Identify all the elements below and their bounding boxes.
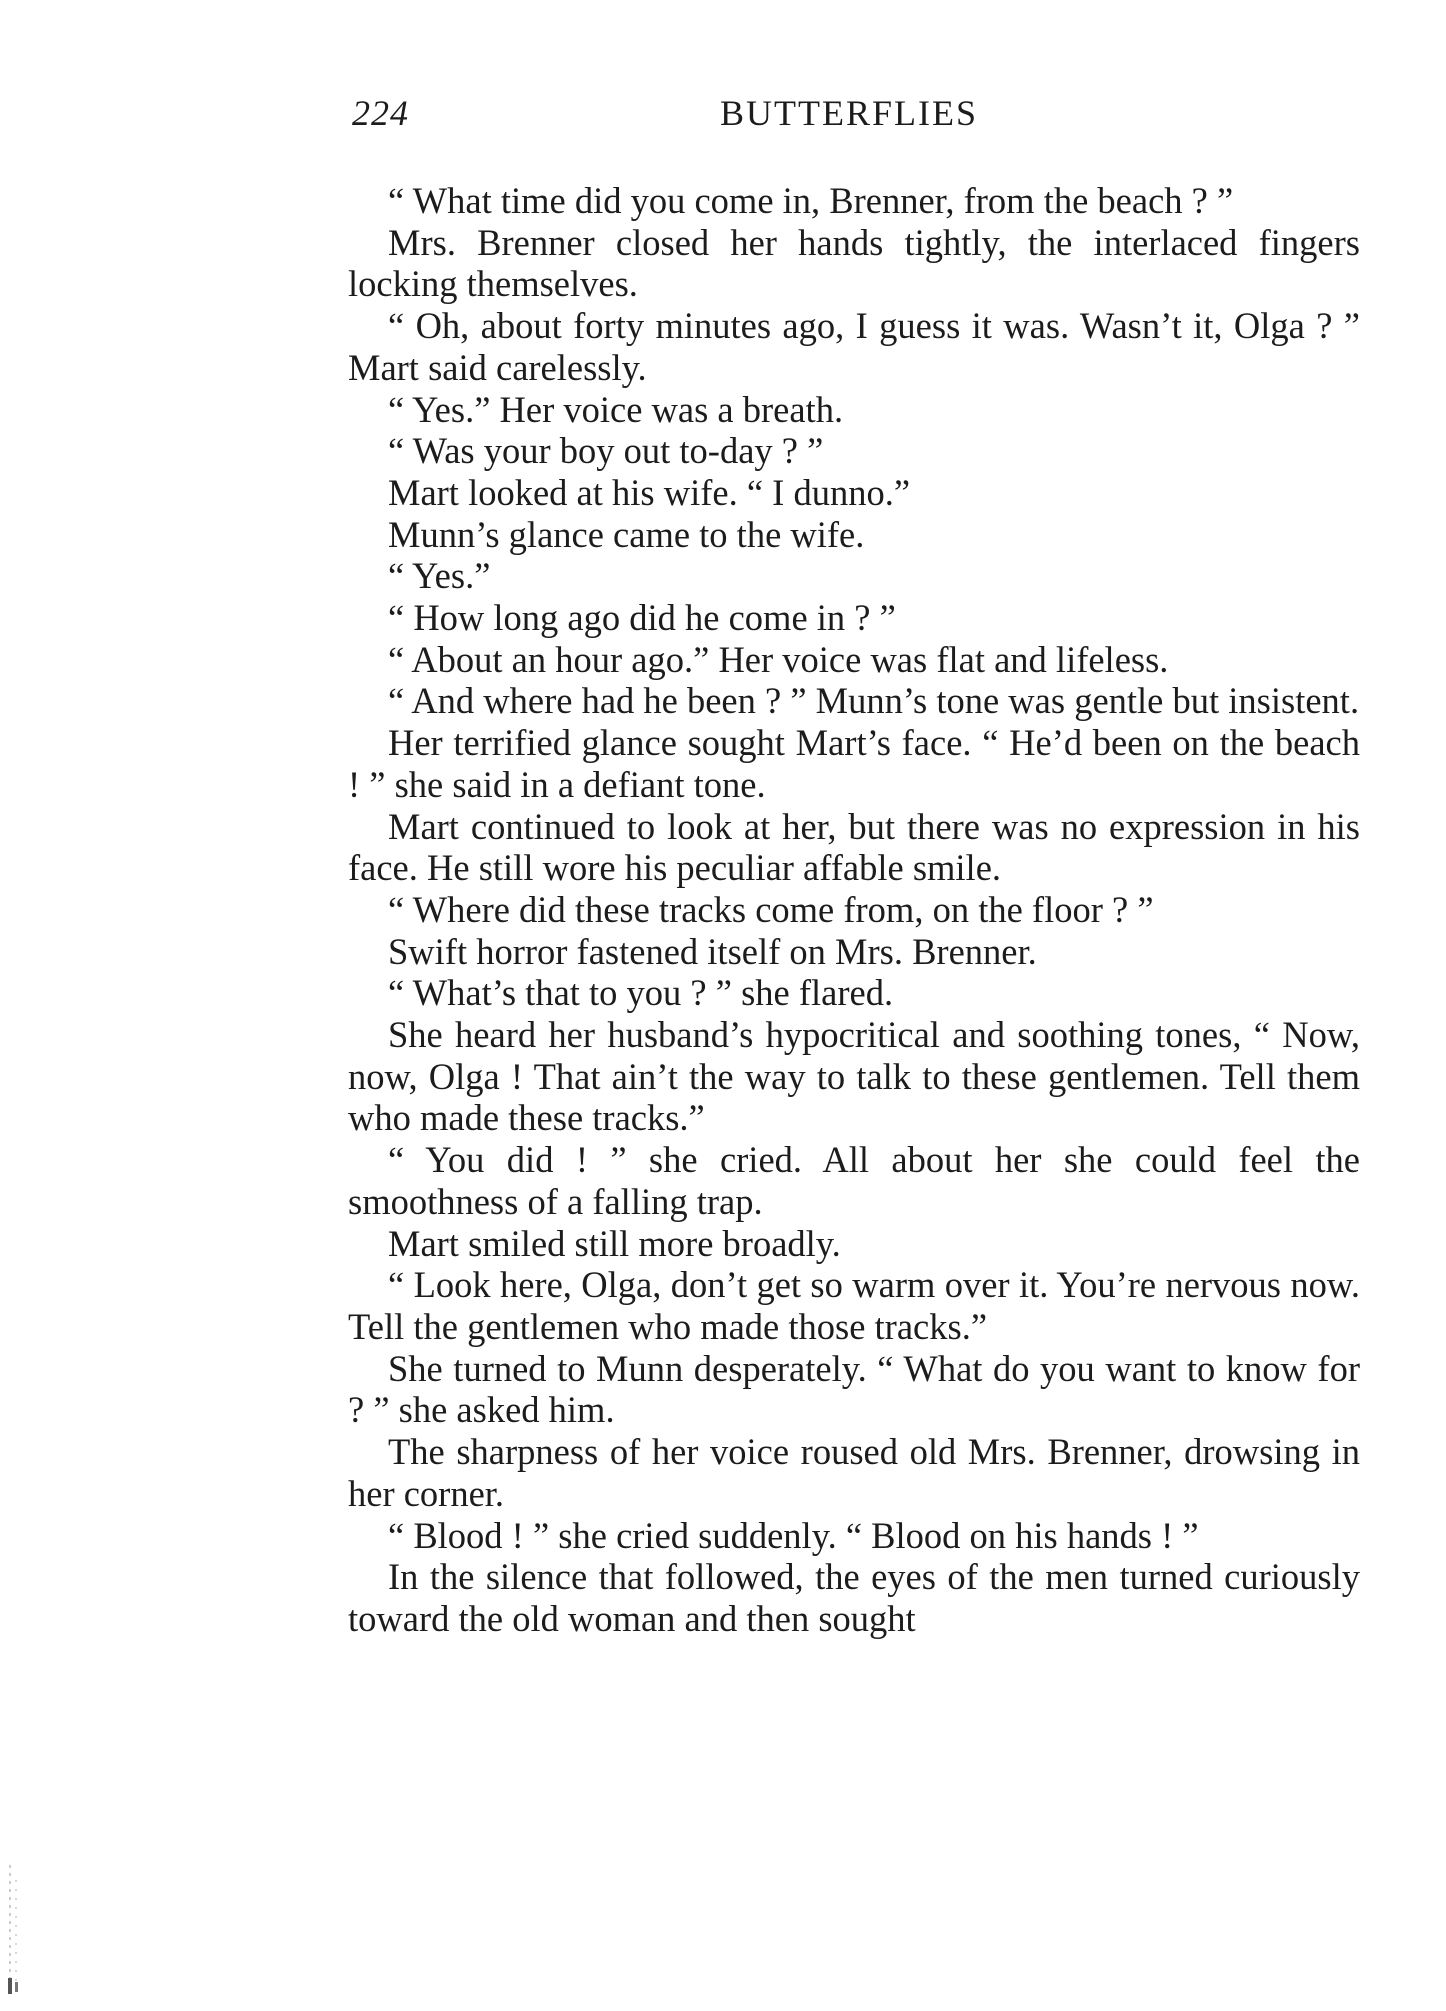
paragraph: Mart continued to look at her, but there was no expression in his face. He still wore his peculiar affable smile. — [348, 805, 1360, 889]
page-header — [352, 92, 1362, 152]
paragraph: “ Blood ! ” she cried suddenly. “ Blood on his hands ! ” — [388, 1514, 1199, 1556]
paragraph: “ Where did these tracks come from, on the floor ? ” — [388, 888, 1154, 930]
paragraph: The sharpness of her voice roused old Mrs. Brenner, drowsing in her corner. — [348, 1431, 1360, 1514]
paragraph: “ And where had he been ? ” Munn’s tone was gentle but insistent. — [388, 680, 1360, 722]
paragraph: Mart looked at his wife. “ I dunno.” — [388, 471, 911, 513]
paragraph: “ What time did you come in, Brenner, from the beach ? ” — [388, 180, 1234, 221]
paragraph: Swift horror fastened itself on Mrs. Brenner. — [388, 930, 1037, 972]
paragraph: “ Oh, about forty minutes ago, I guess it was. Wasn’t it, Olga ? ” Mart said carelessly. — [348, 305, 1360, 388]
scan-edge-marks — [6, 1860, 26, 2000]
paragraph: Mrs. Brenner closed her hands tightly, the interlaced fingers locking themselves. — [348, 221, 1360, 305]
page-number: 224 — [352, 93, 409, 133]
paragraph: She turned to Munn desperately. “ What do you want to know for ? ” she asked him. — [348, 1347, 1360, 1431]
paragraph: “ What’s that to you ? ” she flared. — [388, 972, 894, 1014]
paragraph: In the silence that followed, the eyes of the men turned curiously toward the old woman and then sought — [348, 1556, 1360, 1639]
running-head: BUTTERFLIES — [720, 93, 979, 133]
paragraph: “ About an hour ago.” Her voice was flat and lifeless. — [388, 638, 1169, 680]
paragraph: She heard her husband’s hypocritical and soothing tones, “ Now, now, Olga ! That ain’t the way to talk to these gentlemen. Tell them who made these tracks.” — [348, 1014, 1360, 1139]
paragraph: Munn’s glance came to the wife. — [388, 513, 865, 555]
body-text — [348, 180, 1360, 1640]
paragraph: “ You did ! ” she cried. All about her she could feel the smoothness of a falling trap. — [348, 1139, 1360, 1222]
paragraph: “ Was your boy out to-day ? ” — [388, 430, 824, 472]
paragraph: “ Yes.” Her voice was a breath. — [388, 388, 844, 430]
paragraph: Her terrified glance sought Mart’s face. “ He’d been on the beach ! ” she said in a defiant tone. — [348, 722, 1360, 805]
paragraph: “ Look here, Olga, don’t get so warm over it. You’re nervous now. Tell the gentlemen who made those tracks.” — [348, 1264, 1360, 1347]
paragraph: “ How long ago did he come in ? ” — [388, 597, 896, 639]
paragraph: “ Yes.” — [388, 555, 491, 597]
paragraph: Mart smiled still more broadly. — [388, 1222, 841, 1264]
